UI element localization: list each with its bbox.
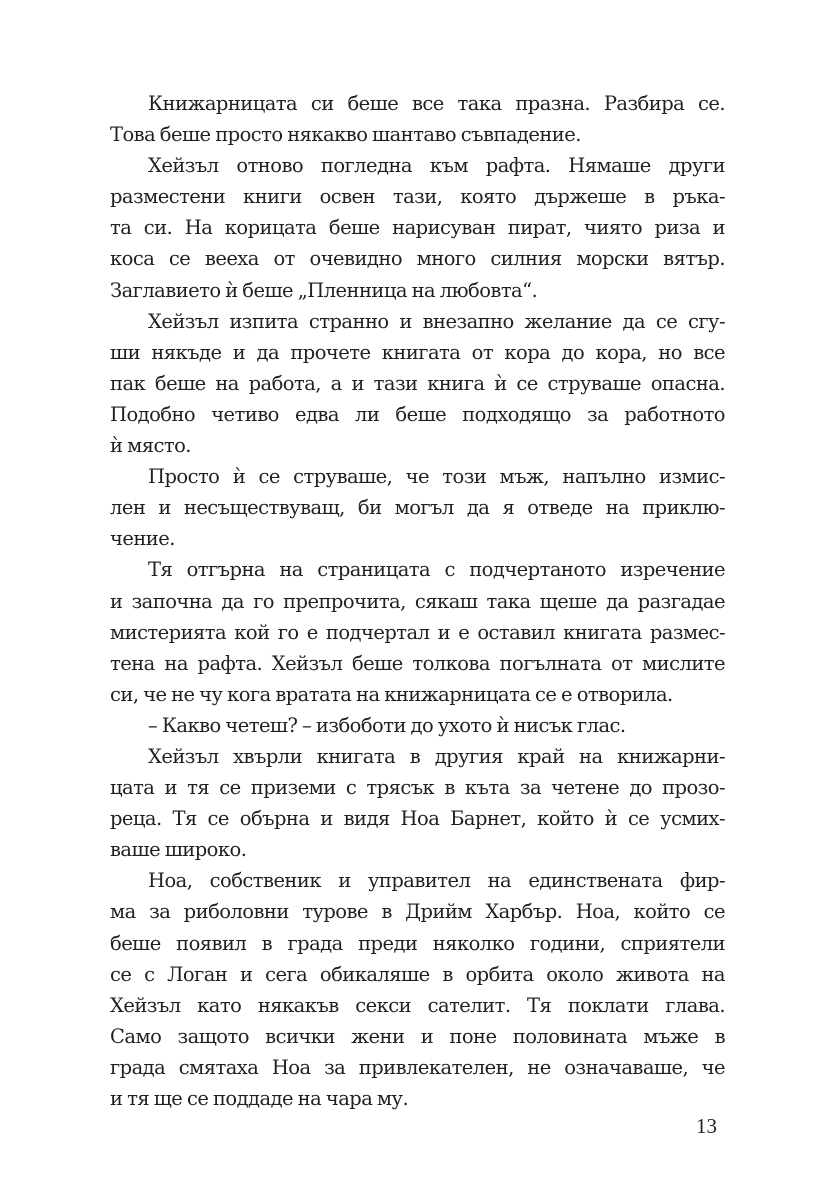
text-line: разместени книги освен тази, която държеше в ръка-: [110, 185, 725, 209]
text-line: Хейзъл отново погледна към рафта. Нямаше други: [148, 154, 725, 178]
text-line: коса се вееха от очевидно много силния морски вятър.: [110, 247, 725, 271]
text-line: лен и несъществуващ, би могъл да я отведе на приклю-: [110, 496, 725, 520]
text-line: беше появил в града преди няколко години, сприятели: [110, 931, 725, 955]
text-line: се с Логан и сега обикаляше в орбита около живота на: [110, 962, 725, 986]
text-line: Тя отгърна на страницата с подчертаното изречение: [148, 558, 725, 582]
text-line: Книжарницата си беше все така празна. Разбира се.: [148, 92, 725, 115]
text-line: тена на рафта. Хейзъл беше толкова погълната от мислите: [110, 651, 725, 675]
text-line: града смятаха Ноа за привлекателен, не означаваше, че: [110, 1055, 725, 1079]
text-line: Хейзъл като някакъв секси сателит. Тя поклати глава.: [110, 993, 725, 1017]
text-line: мистерията кой го е подчертал и е оставил книгата размес-: [110, 620, 725, 644]
text-line: си, че не чу кога вратата на книжарницата се е отворила.: [110, 682, 673, 706]
page-body: [110, 88, 725, 1114]
text-line: цата и тя се приземи с трясък в кътa за четене до прозо-: [110, 776, 725, 800]
text-line: и започна да го препрочита, сякаш така щеше да разгадае: [110, 589, 725, 613]
text-line: Това беше просто някакво шантаво съвпадение.: [110, 123, 581, 147]
text-line: та си. На корицата беше нарисуван пират, чиято риза и: [110, 216, 725, 240]
text-line: Просто ѝ се струваше, че този мъж, напълно измис-: [148, 465, 725, 489]
page-number: 13: [696, 1114, 717, 1138]
text-line: Ноа, собственик и управител на единствената фир-: [148, 869, 725, 893]
text-line: – Какво четеш? – избоботи до ухото ѝ нисък глас.: [148, 713, 626, 737]
text-line: ма за риболовни турове в Дрийм Харбър. Ноа, който се: [110, 900, 725, 924]
text-line: реца. Тя се обърна и видя Ноа Барнет, който ѝ се усмих-: [110, 807, 725, 831]
text-line: Подобно четиво едва ли беше подходящо за работното: [110, 402, 725, 426]
text-line: Хейзъл изпита странно и внезапно желание да се сгу-: [148, 309, 725, 333]
text-line: чение.: [110, 527, 175, 551]
text-line: Само защото всички жени и поне половината мъже в: [110, 1024, 725, 1048]
text-line: Хейзъл хвърли книгата в другия край на книжарни-: [148, 744, 725, 768]
text-line: и тя ще се поддаде на чара му.: [110, 1087, 409, 1110]
text-line: ваше широко.: [110, 838, 247, 862]
text-line: ши някъде и да прочете книгата от кора до кора, но все: [110, 340, 725, 364]
text-line: пак беше на работа, а и тази книга ѝ се струваше опасна.: [110, 371, 725, 395]
text-line: Заглавието ѝ беше „Пленница на любовта“.: [110, 278, 538, 302]
text-line: ѝ място.: [110, 434, 191, 458]
